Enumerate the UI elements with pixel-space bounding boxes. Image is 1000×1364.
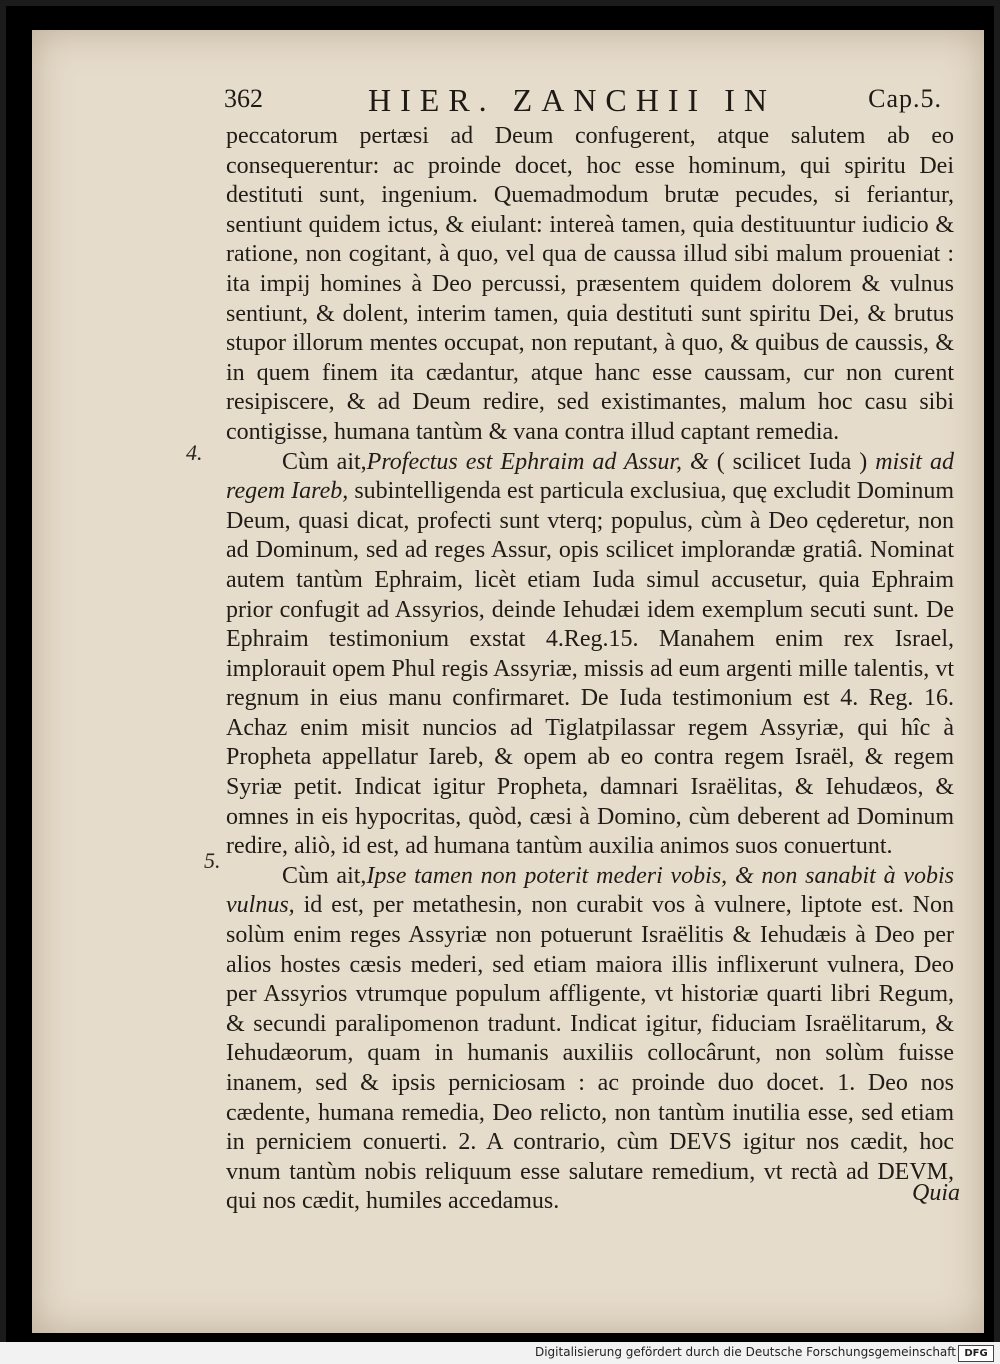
page-number: 362 bbox=[224, 84, 263, 113]
paragraph-3-intro: Cùm ait, bbox=[282, 862, 367, 889]
body-text bbox=[226, 122, 954, 1217]
page-header bbox=[190, 84, 970, 120]
paragraph-3 bbox=[226, 862, 954, 1217]
paragraph-2-body: subintelligenda est particula exclusiua, quę excludit Dominum Deum, quasi dicat, profecti sunt vterq; populus, cùm à Deo cęderetur, non ad Dominum, sed ad reges Assur, opis scilicet implorandæ gratiâ. Nominat autem tantùm Ephraim, licèt etiam Iuda simul accusetur, quia Ephraim prior confugit ad Assyrios, deinde Iehudæi idem exemplum secuti sunt. De Ephraim testimonium exstat 4.Reg.15. Manahem enim rex Israel, implorauit opem Phul regis Assyriæ, missis ad eum argenti mille talentis, vt regnum in eius manu confirmaret. De Iuda testimonium est 4. Reg. 16. Achaz enim misit nuncios ad Tiglatpilassar regem Assyriæ, qui hîc à Propheta appellatur Iareb, & opem ab eo contra regem Israël, & regem Syriæ petit. Indicat igitur Propheta, damnari Israëlitas, & Iehudæos, & omnes in eis hypocritas, quòd, cæsi à Domino, cùm deberent ad Dominum redire, aliò, id est, ad humana tantùm auxilia animos suos conuertunt. bbox=[226, 478, 954, 860]
paragraph-3-body: id est, per metathesin, non curabit vos à vulnere, liptote est. Non solùm enim reges Assyriæ non potuerunt Israëlitis & Iehudæis à Deo per alios hostes cæsis mederi, sed etiam maiora illis inflixerunt vulnera, Deo per Assyrios vtrumque populum affligente, vt historiæ quarti libri Regum, & secundi paralipomenon tradunt. Indicat igitur, fiduciam Israëlitarum, & Iehudæorum, quam in humanis auxiliis collocârunt, non solùm fuisse inanem, sed & ipsis perniciosam : ac proinde duo docet. 1. Deo nos cædente, humana remedia, Deo relicto, non tantùm inutilia esse, sed etiam in perniciem conuerti. 2. A contrario, cùm DEVS igitur nos cædit, hoc vnum tantùm nobis reliquum esse salutare remedium, vt rectà ad DEVM, qui nos cædit, humiles accedamus. bbox=[226, 892, 954, 1215]
margin-number-4: 4. bbox=[186, 440, 203, 465]
paragraph-3-quote: Ipse tamen non poterit mederi vobis, & non sanabit à vobis vulnus, bbox=[226, 862, 954, 919]
paragraph-2-quote-1: Profectus est Ephraim ad Assur, & bbox=[366, 448, 717, 475]
chapter-label: Cap.5. bbox=[868, 84, 942, 113]
running-title: HIER. ZANCHII IN bbox=[368, 82, 776, 118]
digitization-footer bbox=[0, 1342, 1000, 1364]
dfg-logo-icon[interactable]: DFG bbox=[958, 1345, 994, 1362]
paragraph-2 bbox=[226, 448, 954, 862]
paragraph-1: peccatorum pertæsi ad Deum confugerent, atque salutem ab eo consequerentur: ac proinde docet, hoc esse hominum, qui spiritu Dei destituti sunt, ingenium. Quemadmodum brutæ pecudes, si feriantur, sentiunt quidem ictus, & eiulant: intereà tamen, quia destituuntur iudicio & ratione, non cogitant, à quo, vel qua de caussa illud sibi malum proueniat : ita impij homines à Deo percussi, præsentem quidem dolorem & vulnus sentiunt, & dolent, interim tamen, quia destituti sunt spiritu Dei, & brutus stupor illorum mentes occupat, non reputant, à quo, & quibus de caussis, & in quem finem ita cædantur, atque hanc esse caussam, cur non curent resipiscere, & ad Deum redire, sed existimantes, malum hoc casu sibi contigisse, humana tantùm & vana contra illud captant remedia. bbox=[226, 123, 954, 445]
paragraph-2-quote-2: misit ad regem Iareb, bbox=[226, 448, 954, 505]
paragraph-2-intro: Cùm ait, bbox=[282, 448, 367, 475]
margin-number-5: 5. bbox=[204, 848, 221, 873]
footer-credit: Digitalisierung gefördert durch die Deutsche Forschungsgemeinschaft bbox=[534, 1345, 956, 1359]
paragraph-2-aside: ( scilicet Iuda ) bbox=[716, 448, 876, 475]
catchword: Quia bbox=[912, 1180, 960, 1206]
